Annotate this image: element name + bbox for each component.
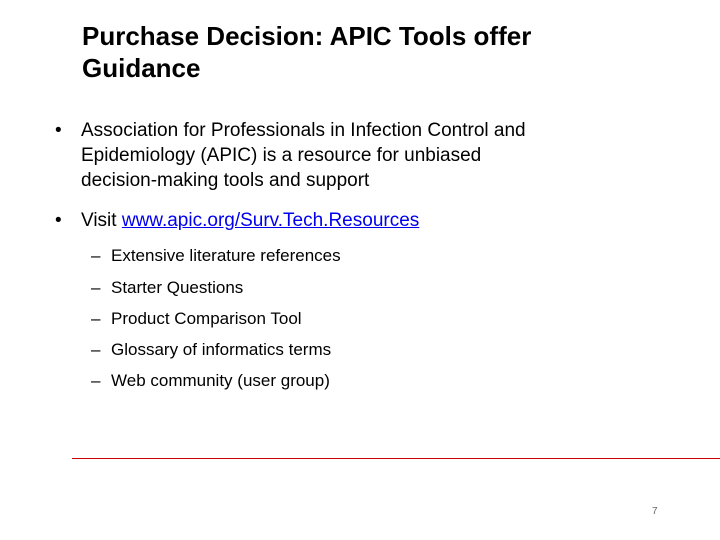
sub-item-text: Extensive literature references [111, 246, 341, 265]
sub-marker: – [91, 246, 101, 265]
bullet-text [81, 118, 681, 193]
footer-divider [72, 458, 720, 459]
sub-item-text: Starter Questions [111, 278, 244, 297]
bullet-text-line-3: decision-making tools and support [81, 170, 370, 191]
page-number: 7 [652, 506, 658, 517]
apic-resources-link[interactable]: www.apic.org/Surv.Tech.Resources [121, 210, 420, 231]
sub-item-text: Web community (user group) [111, 371, 330, 390]
sub-marker: – [91, 340, 101, 359]
bullet-marker: • [55, 210, 62, 231]
slide-title [82, 20, 702, 84]
bullet-marker: • [55, 120, 62, 141]
visit-prefix: Visit [81, 210, 122, 231]
bullet-text [81, 208, 681, 233]
sub-marker: – [91, 278, 101, 297]
sub-marker: – [91, 371, 101, 390]
slide-title-line-1: Purchase Decision: APIC Tools offer [82, 21, 532, 51]
sub-marker: – [91, 309, 101, 328]
sub-item-text: Product Comparison Tool [111, 309, 302, 328]
bullet-text-line-1: Association for Professionals in Infection Control and [81, 120, 526, 141]
slide-title-line-2: Guidance [82, 53, 201, 83]
bullet-text-line-2: Epidemiology (APIC) is a resource for unbiased [81, 145, 482, 166]
sub-item-text: Glossary of informatics terms [111, 340, 332, 359]
